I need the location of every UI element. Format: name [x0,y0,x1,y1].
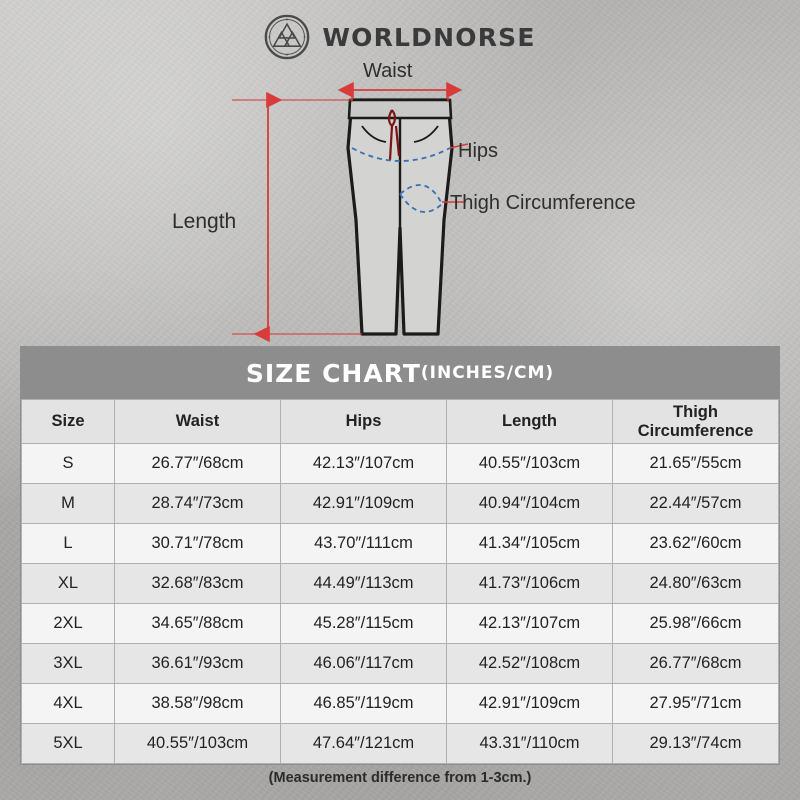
cell-size: 3XL [22,644,115,684]
size-chart [20,346,780,765]
cell-hips: 42.13″/107cm [281,444,447,484]
cell-thigh: 27.95″/71cm [613,684,779,724]
column-header-waist: Waist [115,400,281,444]
cell-size: 4XL [22,684,115,724]
column-header-size: Size [22,400,115,444]
cell-thigh: 26.77″/68cm [613,644,779,684]
pants-shape [348,100,452,334]
table-row [22,524,779,564]
cell-length: 43.31″/110cm [447,724,613,764]
cell-hips: 43.70″/111cm [281,524,447,564]
cell-waist: 40.55″/103cm [115,724,281,764]
cell-size: 5XL [22,724,115,764]
table-row [22,564,779,604]
table-body [22,444,779,764]
length-measure-arrow [232,100,362,334]
cell-thigh: 21.65″/55cm [613,444,779,484]
table-row [22,484,779,524]
cell-hips: 47.64″/121cm [281,724,447,764]
size-chart-title: SIZE CHART [245,358,421,388]
label-thigh-circumference: Thigh Circumference [450,192,636,214]
cell-waist: 34.65″/88cm [115,604,281,644]
column-header-length: Length [447,400,613,444]
cell-hips: 42.91″/109cm [281,484,447,524]
cell-hips: 44.49″/113cm [281,564,447,604]
cell-thigh: 23.62″/60cm [613,524,779,564]
cell-waist: 32.68″/83cm [115,564,281,604]
table-header-row [22,400,779,444]
cell-thigh: 22.44″/57cm [613,484,779,524]
cell-size: S [22,444,115,484]
size-chart-title-bar [21,347,779,399]
column-header-thigh: Thigh Circumference [613,400,779,444]
cell-thigh: 29.13″/74cm [613,724,779,764]
cell-length: 40.55″/103cm [447,444,613,484]
table-row [22,724,779,764]
pants-diagram-svg [0,52,800,347]
measurement-footnote: (Measurement difference from 1-3cm.) [268,770,532,786]
brand-name: WORLDNORSE [322,22,536,52]
cell-length: 42.91″/109cm [447,684,613,724]
cell-size: M [22,484,115,524]
table-header [22,400,779,444]
cell-hips: 46.06″/117cm [281,644,447,684]
cell-waist: 28.74″/73cm [115,484,281,524]
table-row [22,444,779,484]
label-hips: Hips [458,140,499,162]
cell-length: 42.52″/108cm [447,644,613,684]
pants-measurement-illustration [0,52,800,347]
cell-size: 2XL [22,604,115,644]
cell-waist: 38.58″/98cm [115,684,281,724]
table-row [22,644,779,684]
cell-hips: 45.28″/115cm [281,604,447,644]
cell-thigh: 24.80″/63cm [613,564,779,604]
cell-length: 41.73″/106cm [447,564,613,604]
cell-size: L [22,524,115,564]
table-row [22,684,779,724]
cell-thigh: 25.98″/66cm [613,604,779,644]
cell-length: 41.34″/105cm [447,524,613,564]
cell-size: XL [22,564,115,604]
label-length: Length [172,210,237,233]
label-waist: Waist [363,60,413,82]
cell-waist: 36.61″/93cm [115,644,281,684]
cell-length: 42.13″/107cm [447,604,613,644]
cell-length: 40.94″/104cm [447,484,613,524]
table-row [22,604,779,644]
column-header-hips: Hips [281,400,447,444]
size-chart-units: (INCHES/CM) [420,363,555,383]
cell-waist: 26.77″/68cm [115,444,281,484]
cell-waist: 30.71″/78cm [115,524,281,564]
size-chart-table [21,399,779,764]
cell-hips: 46.85″/119cm [281,684,447,724]
